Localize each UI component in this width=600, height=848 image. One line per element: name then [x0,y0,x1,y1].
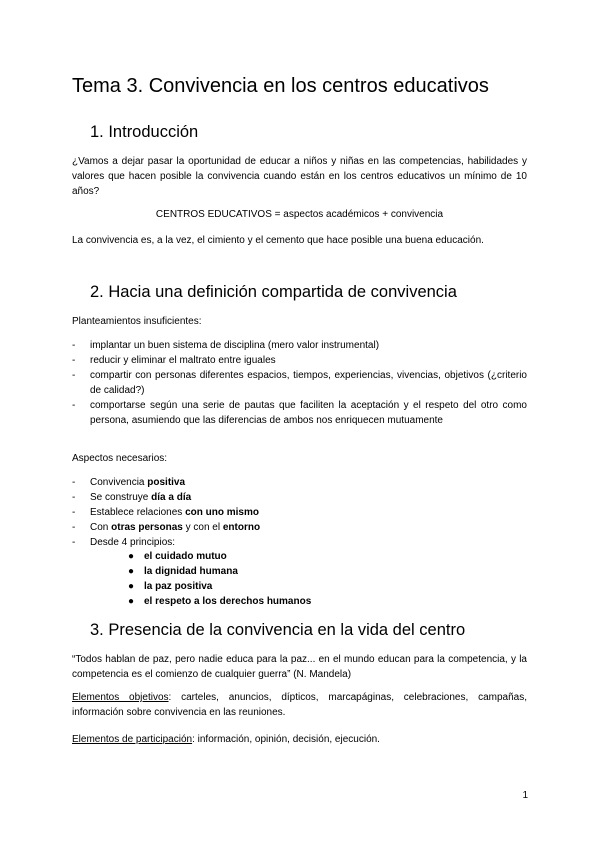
heading-presencia: 3. Presencia de la convivencia en la vida del centro [90,621,466,639]
necessary-label: Aspectos necesarios: [72,453,168,464]
intro-convivencia-paragraph: La convivencia es, a la vez, el cimiento y el cemento que hace posible una buena educación. [72,235,484,246]
mandela-quote: “Todos hablan de paz, pero nadie educa para la paz... en el mundo educan para la competencia, y la competencia es el comienzo de cualquier guerra” (N. Mandela) [72,654,527,680]
list-item: - Se construye día a día [72,492,192,503]
necessary-list [72,475,527,550]
document-title: Tema 3. Convivencia en los centros educativos [72,75,489,97]
list-item: - implantar un buen sistema de disciplina (mero valor instrumental) [72,340,380,351]
intro-equation-line: CENTROS EDUCATIVOS = aspectos académicos + convivencia [155,209,444,220]
participation-elements-paragraph: Elementos de participación: información, opinión, decisión, ejecución. [72,734,380,745]
dash-marker: - [72,340,76,351]
objective-label: Elementos objetivos [72,692,169,703]
objective-elements-paragraph: Elementos objetivos: carteles, anuncios, dípticos, marcapáginas, celebraciones, campañas, información sobre convivencia en las reuniones. [72,692,527,718]
insufficient-list [72,338,527,428]
document-page [72,0,527,848]
page-number: 1 [522,790,528,801]
list-item: - Establece relaciones con uno mismo [72,507,259,518]
dash-marker: - [72,355,76,366]
list-item: - comportarse según una serie de pautas que faciliten la aceptación y el respeto del otro como persona, asumiendo que las diferencias de ambos nos enriquecen mutuamente [72,400,527,426]
dash-marker: - [72,370,76,381]
principle-item: ● la paz positiva [128,581,213,592]
list-item: - Desde 4 principios: [72,537,176,548]
list-item: - reducir y eliminar el maltrato entre iguales [72,355,276,366]
bullet-marker: ● [128,596,135,607]
bullet-marker: ● [128,581,135,592]
principles-list [72,549,527,609]
bullet-marker: ● [128,551,135,562]
dash-marker: - [72,522,76,533]
list-item: - Convivencia positiva [72,477,186,488]
dash-marker: - [72,400,76,411]
principle-item: ● la dignidad humana [128,566,238,577]
dash-marker: - [72,492,76,503]
principle-item: ● el respeto a los derechos humanos [128,596,312,607]
dash-marker: - [72,477,76,488]
insufficient-label: Planteamientos insuficientes: [72,316,202,327]
list-item: - compartir con personas diferentes espacios, tiempos, experiencias, vivencias, objetivos (¿criterio de calidad?) [72,370,527,396]
dash-marker: - [72,537,76,548]
principles-container [72,549,527,609]
intro-question-paragraph: ¿Vamos a dejar pasar la oportunidad de educar a niños y niñas en las competencias, habilidades y valores que hacen posible la convivencia cuando están en los centros educativos un mínimo de 10 años? [72,156,527,197]
participation-label: Elementos de participación [72,734,193,745]
heading-definicion: 2. Hacia una definición compartida de convivencia [90,283,457,301]
dash-marker: - [72,507,76,518]
heading-introduccion: 1. Introducción [90,123,199,141]
principle-item: ● el cuidado mutuo [128,551,227,562]
list-item: - Con otras personas y con el entorno [72,522,261,533]
bullet-marker: ● [128,566,135,577]
